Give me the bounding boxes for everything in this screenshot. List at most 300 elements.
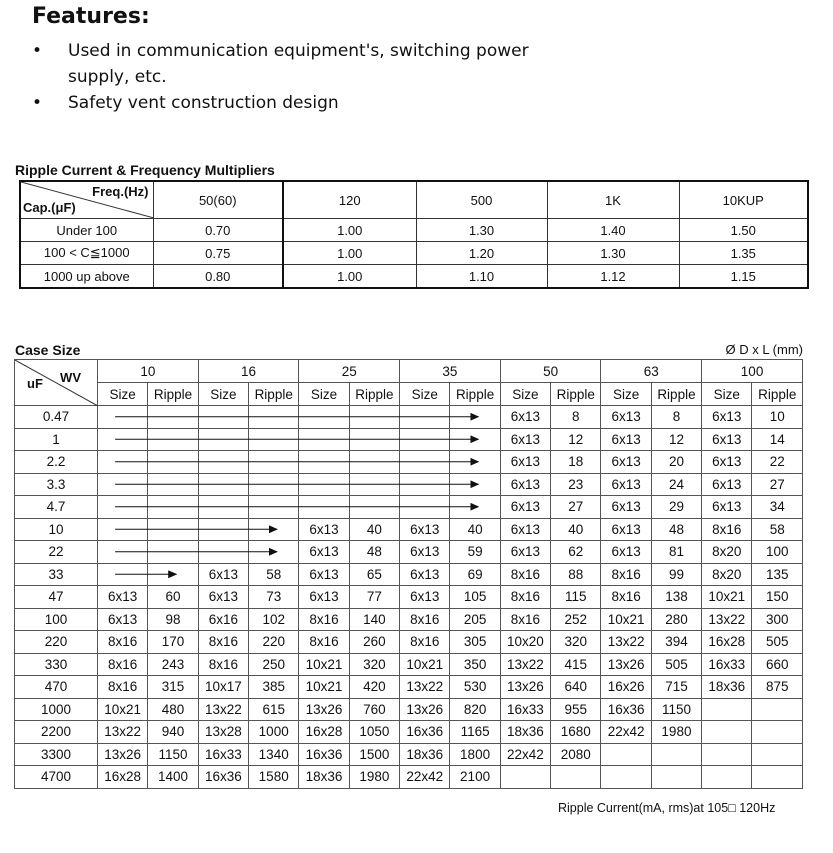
size-col-header: Size [500, 383, 550, 406]
ripple-current-cell: 940 [148, 721, 198, 744]
case-size-cell: 6x13 [702, 406, 752, 429]
case-size-cell: 13x26 [500, 676, 550, 699]
case-size-cell: 10x20 [500, 631, 550, 654]
case-size-cell: 18x36 [500, 721, 550, 744]
case-size-cell: 6x13 [601, 496, 651, 519]
ripple-current-cell: 315 [148, 676, 198, 699]
case-size-cell: 16x28 [702, 631, 752, 654]
case-size-cell [98, 518, 148, 541]
case-size-cell: 16x28 [98, 766, 148, 789]
capacitance-cell: 330 [15, 653, 98, 676]
ripple-current-cell: 2100 [450, 766, 500, 789]
ripple-current-cell: 8 [551, 406, 601, 429]
ripple-current-cell: 1680 [551, 721, 601, 744]
case-row [15, 428, 803, 451]
capacitance-cell: 0.47 [15, 406, 98, 429]
ripple-current-cell: 23 [551, 473, 601, 496]
case-size-cell: 10x17 [198, 676, 248, 699]
ripple-current-cell: 8 [651, 406, 701, 429]
case-size-cell: 10x21 [400, 653, 450, 676]
case-size-cell: 8x16 [198, 653, 248, 676]
case-size-cell: 13x26 [299, 698, 349, 721]
case-size-cell: 6x13 [98, 586, 148, 609]
case-size-cell: 8x16 [98, 631, 148, 654]
ripple-current-cell: 640 [551, 676, 601, 699]
case-size-cell: 8x16 [601, 563, 651, 586]
case-size-cell: 8x16 [400, 608, 450, 631]
ripple-current-cell [551, 766, 601, 789]
feature-text: Safety vent construction design [68, 93, 339, 113]
ripple-current-cell: 1000 [249, 721, 299, 744]
case-size-cell: 18x36 [702, 676, 752, 699]
case-row [15, 698, 803, 721]
ripple-current-cell: 715 [651, 676, 701, 699]
ripple-current-cell: 320 [551, 631, 601, 654]
freq-col-header: 120 [283, 181, 416, 219]
case-size-cell: 13x28 [198, 721, 248, 744]
ripple-current-cell [450, 406, 500, 429]
case-size-cell: 6x13 [400, 518, 450, 541]
case-size-cell [299, 406, 349, 429]
ripple-current-cell: 27 [551, 496, 601, 519]
ripple-current-cell: 1400 [148, 766, 198, 789]
case-size-cell: 22x42 [601, 721, 651, 744]
ripple-current-cell [148, 473, 198, 496]
case-size-cell [98, 473, 148, 496]
ripple-row [20, 219, 808, 242]
capacitance-cell: 4.7 [15, 496, 98, 519]
capacitance-cell: 2200 [15, 721, 98, 744]
ripple-current-cell: 27 [752, 473, 803, 496]
case-size-cell [601, 743, 651, 766]
ripple-current-cell: 1580 [249, 766, 299, 789]
case-size-cell [98, 496, 148, 519]
ripple-col-header: Ripple [551, 383, 601, 406]
ripple-current-cell: 73 [249, 586, 299, 609]
ripple-row [20, 242, 808, 265]
cap-header: Cap.(μF) [23, 200, 76, 215]
ripple-current-cell: 18 [551, 451, 601, 474]
ripple-current-cell: 615 [249, 698, 299, 721]
case-size-cell [198, 473, 248, 496]
case-size-cell: 16x36 [400, 721, 450, 744]
ripple-current-cell [651, 766, 701, 789]
case-row [15, 766, 803, 789]
multiplier-cell: 0.80 [153, 265, 283, 289]
multiplier-cell: 1.00 [283, 242, 416, 265]
case-size-cell: 8x16 [400, 631, 450, 654]
capacitance-cell: 22 [15, 541, 98, 564]
case-size-cell: 13x26 [601, 653, 651, 676]
voltage-header: 50 [500, 360, 601, 383]
ripple-header-row [20, 181, 808, 219]
case-size-cell: 6x16 [198, 608, 248, 631]
case-size-cell: 8x16 [299, 608, 349, 631]
multiplier-cell: 1.10 [416, 265, 547, 289]
ripple-current-cell [249, 451, 299, 474]
ripple-current-cell: 1980 [349, 766, 399, 789]
case-row [15, 406, 803, 429]
capacitance-cell: 220 [15, 631, 98, 654]
case-size-cell: 22x42 [500, 743, 550, 766]
case-size-cell: 16x33 [500, 698, 550, 721]
ripple-multiplier-table [19, 180, 809, 289]
ripple-current-cell [349, 406, 399, 429]
case-row [15, 653, 803, 676]
ripple-row [20, 265, 808, 289]
features-list [32, 38, 592, 116]
ripple-current-cell: 12 [651, 428, 701, 451]
freq-col-header: 500 [416, 181, 547, 219]
ripple-current-cell [349, 428, 399, 451]
case-row [15, 743, 803, 766]
ripple-current-cell: 305 [450, 631, 500, 654]
case-size-cell: 6x13 [601, 406, 651, 429]
ripple-current-cell [249, 406, 299, 429]
case-row [15, 518, 803, 541]
cap-range-cell: Under 100 [20, 219, 153, 242]
case-size-cell: 22x42 [400, 766, 450, 789]
size-col-header: Size [299, 383, 349, 406]
ripple-current-cell: 1150 [148, 743, 198, 766]
case-size-cell: 16x33 [702, 653, 752, 676]
case-size-cell [299, 496, 349, 519]
ripple-current-cell: 955 [551, 698, 601, 721]
voltage-header: 100 [702, 360, 803, 383]
ripple-current-cell: 40 [450, 518, 500, 541]
ripple-current-cell: 1500 [349, 743, 399, 766]
feature-item [32, 38, 592, 90]
ripple-current-cell [148, 541, 198, 564]
ripple-current-cell: 100 [752, 541, 803, 564]
ripple-current-cell: 99 [651, 563, 701, 586]
case-size-cell: 6x13 [400, 541, 450, 564]
ripple-current-cell: 243 [148, 653, 198, 676]
case-row [15, 496, 803, 519]
ripple-current-cell: 77 [349, 586, 399, 609]
case-size-cell: 13x22 [198, 698, 248, 721]
ripple-current-cell [450, 496, 500, 519]
wv-label: WV [60, 370, 81, 385]
ripple-current-cell [752, 721, 803, 744]
case-size-cell [198, 496, 248, 519]
capacitance-cell: 2.2 [15, 451, 98, 474]
ripple-col-header: Ripple [249, 383, 299, 406]
ripple-col-header: Ripple [450, 383, 500, 406]
ripple-current-cell [148, 563, 198, 586]
case-size-cell: 8x20 [702, 563, 752, 586]
case-size-cell: 6x13 [299, 541, 349, 564]
case-size-cell: 6x13 [601, 428, 651, 451]
case-size-cell: 6x13 [702, 496, 752, 519]
case-size-cell: 13x22 [601, 631, 651, 654]
voltage-header: 35 [400, 360, 501, 383]
size-col-header: Size [702, 383, 752, 406]
ripple-corner-cell [20, 181, 153, 219]
case-size-cell [98, 563, 148, 586]
case-size-cell: 8x16 [299, 631, 349, 654]
multiplier-cell: 1.30 [416, 219, 547, 242]
case-size-cell [702, 698, 752, 721]
case-row [15, 473, 803, 496]
case-size-cell [198, 406, 248, 429]
case-size-cell: 6x13 [702, 451, 752, 474]
case-size-cell [400, 451, 450, 474]
voltage-header: 63 [601, 360, 702, 383]
ripple-table-body [20, 219, 808, 289]
case-size-cell: 6x13 [500, 473, 550, 496]
ripple-current-cell: 59 [450, 541, 500, 564]
ripple-current-cell [450, 473, 500, 496]
case-size-cell: 6x13 [400, 586, 450, 609]
voltage-header: 10 [98, 360, 199, 383]
ripple-current-cell: 24 [651, 473, 701, 496]
case-table-body [15, 406, 803, 789]
case-size-cell: 18x36 [299, 766, 349, 789]
ripple-current-cell: 505 [651, 653, 701, 676]
ripple-col-header: Ripple [349, 383, 399, 406]
case-size-cell [198, 541, 248, 564]
ripple-current-cell: 34 [752, 496, 803, 519]
ripple-current-cell: 660 [752, 653, 803, 676]
ripple-current-cell: 58 [752, 518, 803, 541]
case-size-cell: 6x13 [98, 608, 148, 631]
voltage-header: 25 [299, 360, 400, 383]
case-row [15, 541, 803, 564]
size-col-header: Size [98, 383, 148, 406]
ripple-current-cell [450, 451, 500, 474]
size-col-header: Size [198, 383, 248, 406]
sub-header-row [15, 383, 803, 406]
ripple-current-cell [249, 541, 299, 564]
case-size-cell: 16x28 [299, 721, 349, 744]
case-size-cell: 6x13 [198, 586, 248, 609]
case-size-cell: 6x13 [299, 586, 349, 609]
ripple-current-cell: 385 [249, 676, 299, 699]
ripple-current-cell [349, 496, 399, 519]
case-size-cell [500, 766, 550, 789]
ripple-current-cell: 29 [651, 496, 701, 519]
ripple-current-cell: 48 [651, 518, 701, 541]
case-row [15, 586, 803, 609]
case-size-cell [98, 406, 148, 429]
freq-col-header: 10KUP [679, 181, 808, 219]
uf-label: uF [27, 376, 43, 391]
ripple-current-cell: 1150 [651, 698, 701, 721]
ripple-current-cell: 505 [752, 631, 803, 654]
case-size-cell [98, 451, 148, 474]
ripple-current-cell [148, 428, 198, 451]
ripple-current-cell: 22 [752, 451, 803, 474]
case-size-cell: 6x13 [601, 473, 651, 496]
case-size-cell: 6x13 [198, 563, 248, 586]
case-size-cell: 6x13 [601, 451, 651, 474]
ripple-current-cell: 98 [148, 608, 198, 631]
ripple-current-cell: 20 [651, 451, 701, 474]
multiplier-cell: 1.50 [679, 219, 808, 242]
case-size-cell: 6x13 [500, 428, 550, 451]
ripple-current-cell: 65 [349, 563, 399, 586]
multiplier-cell: 1.30 [547, 242, 679, 265]
ripple-current-cell: 350 [450, 653, 500, 676]
case-size-cell: 6x13 [702, 428, 752, 451]
case-size-cell: 6x13 [601, 541, 651, 564]
freq-header: Freq.(Hz) [92, 184, 149, 199]
ripple-current-cell: 1340 [249, 743, 299, 766]
ripple-current-cell: 69 [450, 563, 500, 586]
case-size-cell: 13x26 [98, 743, 148, 766]
multiplier-cell: 1.40 [547, 219, 679, 242]
case-size-cell: 10x21 [98, 698, 148, 721]
ripple-current-cell: 260 [349, 631, 399, 654]
ripple-current-cell: 1800 [450, 743, 500, 766]
case-size-cell [400, 406, 450, 429]
ripple-current-cell: 415 [551, 653, 601, 676]
capacitance-cell: 3300 [15, 743, 98, 766]
case-size-cell [400, 496, 450, 519]
case-row [15, 451, 803, 474]
case-size-cell: 6x13 [601, 518, 651, 541]
multiplier-cell: 1.20 [416, 242, 547, 265]
ripple-current-cell [148, 496, 198, 519]
ripple-current-cell [249, 473, 299, 496]
case-row [15, 676, 803, 699]
case-size-cell: 16x33 [198, 743, 248, 766]
case-table-title: Case Size [15, 342, 81, 358]
case-size-cell: 6x13 [400, 563, 450, 586]
bullet-icon: • [32, 41, 43, 61]
ripple-current-cell: 12 [551, 428, 601, 451]
ripple-current-cell: 420 [349, 676, 399, 699]
case-size-cell: 13x22 [400, 676, 450, 699]
case-size-cell [702, 721, 752, 744]
multiplier-cell: 1.15 [679, 265, 808, 289]
ripple-col-header: Ripple [651, 383, 701, 406]
ripple-current-cell [752, 698, 803, 721]
ripple-current-cell: 105 [450, 586, 500, 609]
case-size-cell: 10x21 [601, 608, 651, 631]
case-row [15, 563, 803, 586]
ripple-current-cell [450, 428, 500, 451]
capacitance-cell: 4700 [15, 766, 98, 789]
ripple-current-cell: 140 [349, 608, 399, 631]
ripple-current-cell: 81 [651, 541, 701, 564]
freq-col-header: 1K [547, 181, 679, 219]
case-size-cell: 6x13 [299, 563, 349, 586]
ripple-current-cell: 300 [752, 608, 803, 631]
case-size-cell: 6x13 [500, 496, 550, 519]
ripple-col-header: Ripple [148, 383, 198, 406]
ripple-current-cell: 10 [752, 406, 803, 429]
ripple-current-cell [249, 428, 299, 451]
ripple-current-cell [249, 518, 299, 541]
case-size-cell: 8x16 [198, 631, 248, 654]
multiplier-cell: 1.35 [679, 242, 808, 265]
ripple-current-cell: 480 [148, 698, 198, 721]
case-size-cell: 6x13 [500, 541, 550, 564]
ripple-current-cell: 530 [450, 676, 500, 699]
ripple-current-cell: 820 [450, 698, 500, 721]
ripple-current-cell [752, 743, 803, 766]
capacitance-cell: 47 [15, 586, 98, 609]
ripple-current-cell: 62 [551, 541, 601, 564]
case-row [15, 721, 803, 744]
ripple-current-cell: 138 [651, 586, 701, 609]
case-size-cell: 8x16 [98, 653, 148, 676]
ripple-current-cell: 102 [249, 608, 299, 631]
case-corner-cell [15, 360, 98, 406]
case-size-cell: 13x22 [500, 653, 550, 676]
case-size-cell: 6x13 [500, 518, 550, 541]
ripple-current-cell: 220 [249, 631, 299, 654]
ripple-current-cell: 58 [249, 563, 299, 586]
ripple-current-cell: 14 [752, 428, 803, 451]
case-size-cell [601, 766, 651, 789]
ripple-current-cell: 150 [752, 586, 803, 609]
case-size-cell [198, 451, 248, 474]
case-size-cell: 8x16 [500, 608, 550, 631]
voltage-header: 16 [198, 360, 299, 383]
case-size-cell [702, 743, 752, 766]
multiplier-cell: 1.12 [547, 265, 679, 289]
dimension-note: Ø D x L (mm) [725, 342, 803, 357]
multiplier-cell: 1.00 [283, 219, 416, 242]
cap-range-cell: 100 < C≦1000 [20, 242, 153, 265]
multiplier-cell: 1.00 [283, 265, 416, 289]
ripple-current-cell: 394 [651, 631, 701, 654]
feature-text: Used in communication equipment's, switching power supply, etc. [68, 41, 529, 87]
ripple-current-cell: 88 [551, 563, 601, 586]
capacitance-cell: 100 [15, 608, 98, 631]
ripple-current-cell: 1980 [651, 721, 701, 744]
ripple-current-cell: 760 [349, 698, 399, 721]
case-row [15, 608, 803, 631]
case-size-cell: 13x26 [400, 698, 450, 721]
case-size-cell: 8x16 [500, 586, 550, 609]
ripple-current-cell: 250 [249, 653, 299, 676]
case-size-table [14, 359, 803, 789]
case-size-cell: 10x21 [299, 653, 349, 676]
capacitance-cell: 1000 [15, 698, 98, 721]
case-size-cell [400, 473, 450, 496]
ripple-table-title: Ripple Current & Frequency Multipliers [15, 162, 275, 178]
case-size-cell [299, 451, 349, 474]
case-size-cell: 8x16 [98, 676, 148, 699]
case-size-cell: 6x13 [500, 406, 550, 429]
case-size-cell: 16x36 [299, 743, 349, 766]
footnote: Ripple Current(mA, rms)at 105□ 120Hz [558, 801, 776, 815]
ripple-current-cell: 2080 [551, 743, 601, 766]
voltage-header-row [15, 360, 803, 383]
ripple-current-cell: 252 [551, 608, 601, 631]
ripple-current-cell: 1165 [450, 721, 500, 744]
ripple-current-cell: 205 [450, 608, 500, 631]
case-size-cell: 10x21 [702, 586, 752, 609]
case-size-cell [299, 473, 349, 496]
case-size-cell: 8x16 [702, 518, 752, 541]
size-col-header: Size [400, 383, 450, 406]
ripple-current-cell [349, 473, 399, 496]
ripple-current-cell [148, 518, 198, 541]
capacitance-cell: 470 [15, 676, 98, 699]
case-size-cell: 16x36 [601, 698, 651, 721]
ripple-current-cell: 135 [752, 563, 803, 586]
ripple-current-cell [349, 451, 399, 474]
cap-range-cell: 1000 up above [20, 265, 153, 289]
capacitance-cell: 10 [15, 518, 98, 541]
capacitance-cell: 3.3 [15, 473, 98, 496]
capacitance-cell: 1 [15, 428, 98, 451]
